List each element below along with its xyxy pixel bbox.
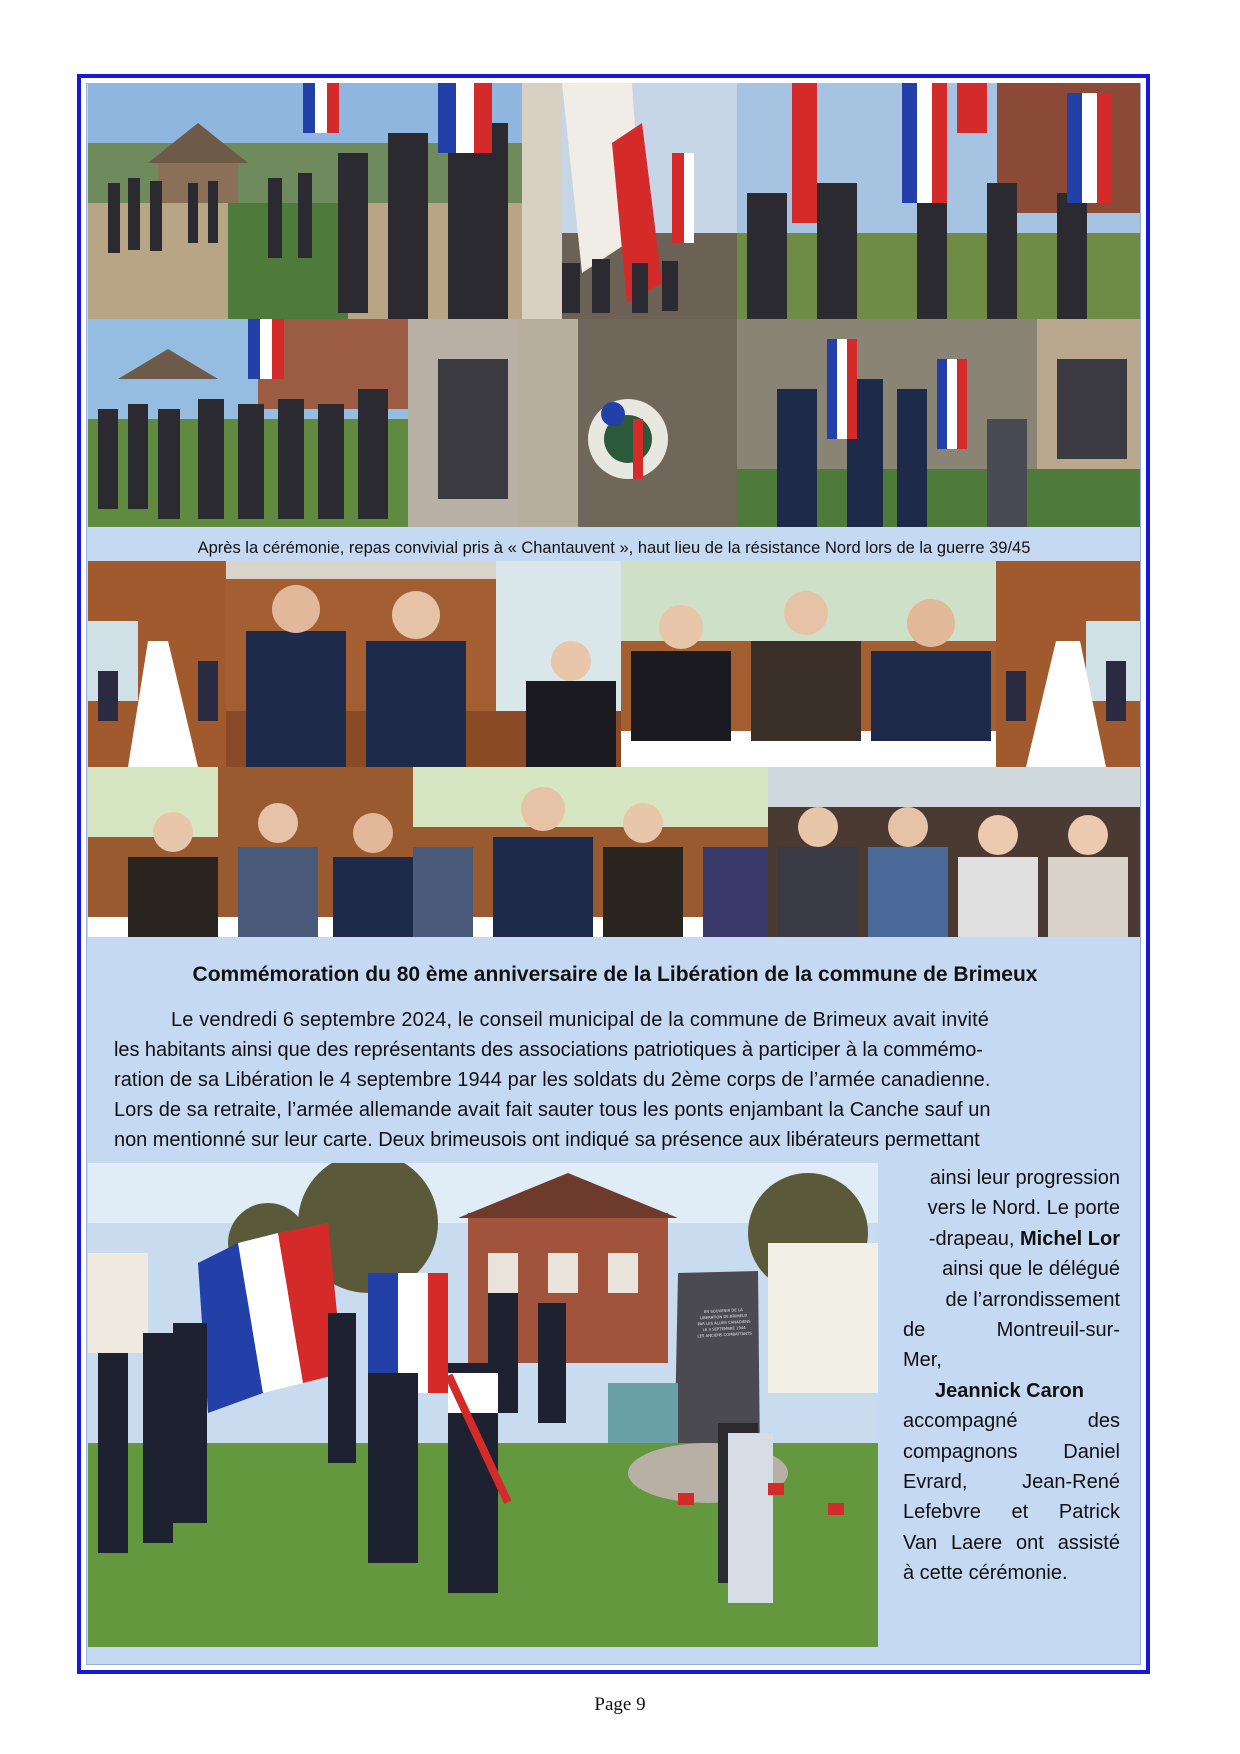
photo-ceremony-procession xyxy=(88,83,522,319)
article-title: Commémoration du 80 ème anniversaire de la Libération de la commune de Brimeux xyxy=(192,963,1038,986)
side-line: compagnons Daniel xyxy=(903,1440,1120,1463)
delegate-name: Jeannick Caron xyxy=(935,1379,1084,1402)
inscription-line: LIBERATION DE BRIMEUX xyxy=(699,1312,748,1321)
inscription-line: LE 4 SEPTEMBRE 1944 xyxy=(702,1324,746,1333)
side-line: Lefebvre et Patrick xyxy=(903,1501,1120,1524)
photo-monument-group xyxy=(737,319,1140,527)
side-line: vers le Nord. Le porte xyxy=(927,1197,1120,1220)
side-line: de Montreuil-sur- xyxy=(903,1319,1120,1342)
photo-flag-bearers xyxy=(737,83,1140,319)
side-line: à cette cérémonie. xyxy=(903,1562,1068,1585)
article-side-text xyxy=(903,1163,1120,1589)
side-line: Van Laere ont assisté xyxy=(903,1531,1120,1554)
side-line xyxy=(903,1376,1120,1406)
side-line: ainsi que le délégué xyxy=(942,1258,1120,1281)
inscription-line: LES ANCIENS COMBATTANTS xyxy=(697,1330,752,1339)
article-paragraph xyxy=(114,1005,1120,1155)
photo-caption: Après la cérémonie, repas convivial pris à « Chantauvent », haut lieu de la résistance Nord lors de la guerre 39/45 xyxy=(88,535,1140,561)
side-line: accompagné des xyxy=(903,1410,1120,1433)
paragraph-line: non mentionné sur leur carte. Deux brimeusois ont indiqué sa présence aux libérateurs permettant xyxy=(114,1129,980,1151)
monument-inscription xyxy=(687,1306,760,1340)
side-line: Mer, xyxy=(903,1349,942,1372)
paragraph-line: Le vendredi 6 septembre 2024, le conseil municipal de la commune de Brimeux avait invité xyxy=(171,1009,990,1031)
photo-dining-hall-right xyxy=(996,561,1140,767)
paragraph-line: ration de sa Libération le 4 septembre 1944 par les soldats du 2ème corps de l’armée canadienne. xyxy=(114,1069,991,1091)
inscription-line: EN SOUVENIR DE LA xyxy=(703,1307,743,1315)
photo-main-ceremony xyxy=(88,1163,878,1647)
photo-wreath xyxy=(518,319,737,527)
paragraph-line: Lors de sa retraite, l’armée allemande avait fait sauter tous les ponts enjambant la Canche sauf un xyxy=(114,1099,991,1121)
inscription-line: PAR LES ALLIES CANADIENS xyxy=(697,1318,751,1327)
side-line: ainsi leur progression xyxy=(929,1167,1120,1189)
photo-assembly-street xyxy=(88,319,518,527)
photo-guests-table-2 xyxy=(621,561,996,767)
side-line: Evrard, Jean-René xyxy=(903,1471,1120,1494)
photo-guests-table-3 xyxy=(88,767,413,937)
flag-bearer-name: Michel Lor xyxy=(1019,1227,1120,1250)
photo-flags-sky xyxy=(522,83,737,319)
photo-guests-table-4 xyxy=(413,767,768,937)
side-line: -drapeau, Michel Lor xyxy=(928,1227,1120,1250)
side-line: de l’arrondissement xyxy=(945,1288,1120,1311)
photo-guests-table-5 xyxy=(768,767,1140,937)
page-number: Page 9 xyxy=(594,1694,646,1715)
paragraph-line: les habitants ainsi que des représentants des associations patriotiques à participer à la commémo- xyxy=(114,1039,983,1061)
photo-guests-table-1 xyxy=(226,561,621,767)
photo-dining-hall-left xyxy=(88,561,226,767)
